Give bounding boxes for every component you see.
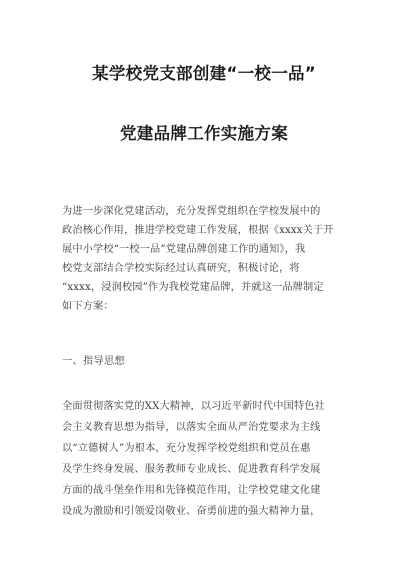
document-title-line-2: 党建品牌工作实施方案 xyxy=(120,124,288,143)
section-heading-guiding-ideology: 一、指导思想 xyxy=(62,356,125,367)
intro-paragraph-line: “xxxx，浸润校园”作为我校党建品牌，并就这一品牌制定 xyxy=(62,282,324,293)
intro-paragraph-line: 展中小学校“一校一品”党建品牌创建工作的通知》，我 xyxy=(62,244,306,255)
section-paragraph-line: 方面的战斗堡垒作用和先锋模范作用，让学校党建文化建 xyxy=(62,485,321,496)
section-paragraph-line: 全面贯彻落实党的XX大精神，以习近平新时代中国特色社 xyxy=(62,401,325,412)
section-paragraph-line: 会主义教育思想为指导，以落实全面从严治党要求为主线 xyxy=(62,422,321,433)
intro-paragraph-line: 政治核心作用，推进学校党建工作发展，根据《xxxx关于开 xyxy=(62,225,334,236)
document-title-line-1: 某学校党支部创建“一校一品” xyxy=(92,64,316,83)
section-paragraph-line: 及学生终身发展、服务教师专业成长、促进教育科学发展 xyxy=(62,464,321,475)
intro-paragraph-line: 校党支部结合学校实际经过认真研究，积极讨论，将 xyxy=(62,263,300,274)
section-paragraph-line: 设成为激励和引领爱岗敬业、奋勇前进的强大精神力量， xyxy=(62,506,321,517)
intro-paragraph-line: 如下方案： xyxy=(62,301,114,312)
intro-paragraph-line: 为进一步深化党建活动，充分发挥党组织在学校发展中的 xyxy=(62,206,321,217)
section-paragraph-line: 以“立德树人”为根本，充分发挥学校党组织和党员在惠 xyxy=(62,443,311,454)
